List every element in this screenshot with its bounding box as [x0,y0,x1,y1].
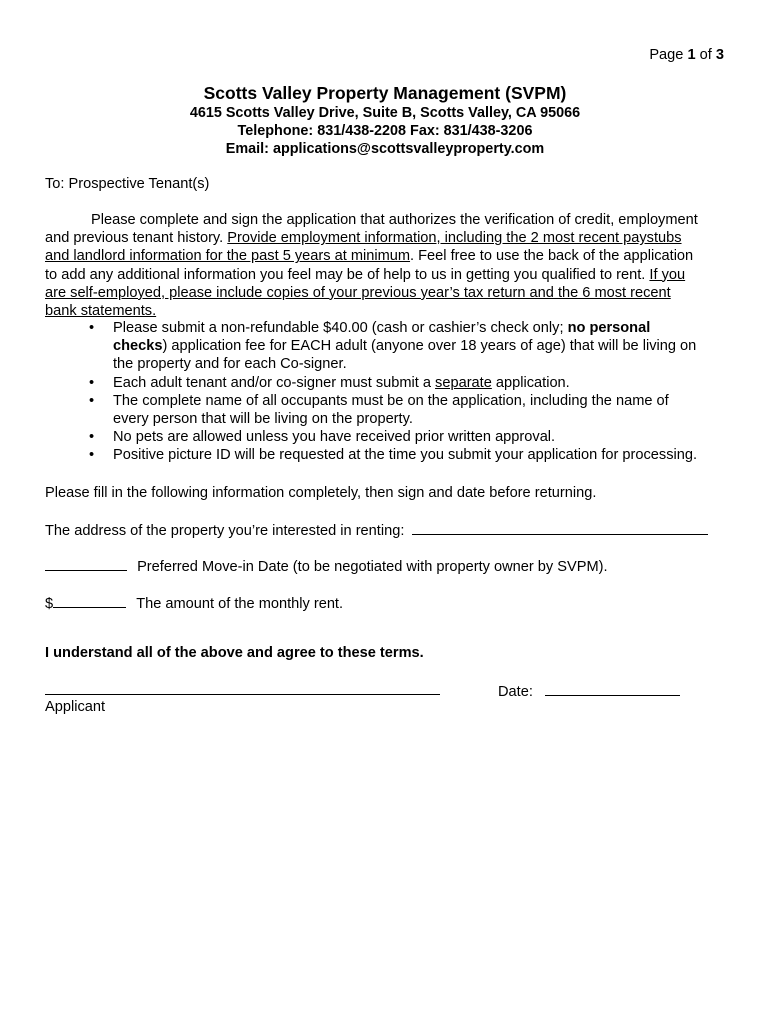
total-page-number: 3 [715,47,724,63]
property-address-label: The address of the property you’re interested in renting: [45,523,405,539]
monthly-rent-row [45,593,343,612]
current-page-number: 1 [687,47,696,63]
property-address-row [45,520,708,539]
list-item: • Positive picture ID will be requested at the time you submit your application for processing. [89,447,698,464]
list-item: • No pets are allowed unless you have received prior written approval. [89,429,556,446]
agreement-statement: I understand all of the above and agree to these terms. [45,645,424,661]
property-address-field[interactable] [412,520,708,535]
monthly-rent-field[interactable] [53,593,126,608]
date-field[interactable] [545,681,680,696]
movein-date-field[interactable] [45,556,127,571]
instructions-text: Please fill in the following information completely, then sign and date before returning. [45,485,597,501]
salutation: To: Prospective Tenant(s) [45,176,210,192]
company-email: Email: applications@scottsvalleyproperty.com [225,141,545,157]
list-item: • Please submit a non-refundable $40.00 (cash or cashier’s check only; no personal checks) application fee for EACH adult (anyone over 18 years of age) that will be living on the property and for each Co-signer. [89,320,697,373]
requirements-list [45,319,735,465]
date-label: Date: [498,684,533,700]
date-row [498,681,680,700]
movein-date-row [45,556,608,575]
company-phone-fax: Telephone: 831/438-2208 Fax: 831/438-3206 [237,123,533,139]
dollar-sign: $ [45,596,54,612]
list-item: • The complete name of all occupants must be on the application, including the name of every person that will be living on the property. [89,392,669,428]
applicant-signature-field[interactable] [45,680,440,695]
intro-paragraph: Please complete and sign the application that authorizes the verification of credit, employment and previous tenant history. Provide employment information, including the 2 most recent paystubs and landlord information for the past 5 years at minimum. Feel free to use the back of the application to add any additional information you feel may be of help to us in getting you qualified to rent. If you are self-employed, please include copies of your previous year’s tax return and the 6 most recent bank statements. [45,212,698,320]
company-title: Scotts Valley Property Management (SVPM) [203,83,567,103]
list-item: • Each adult tenant and/or co-signer must submit a separate application. [89,374,570,391]
applicant-label: Applicant [45,699,106,715]
page-indicator: Page 1 of 3 [649,47,724,63]
monthly-rent-label: The amount of the monthly rent. [136,596,344,612]
company-address: 4615 Scotts Valley Drive, Suite B, Scotts Valley, CA 95066 [189,105,581,121]
movein-date-label: Preferred Move-in Date (to be negotiated with property owner by SVPM). [137,559,608,575]
